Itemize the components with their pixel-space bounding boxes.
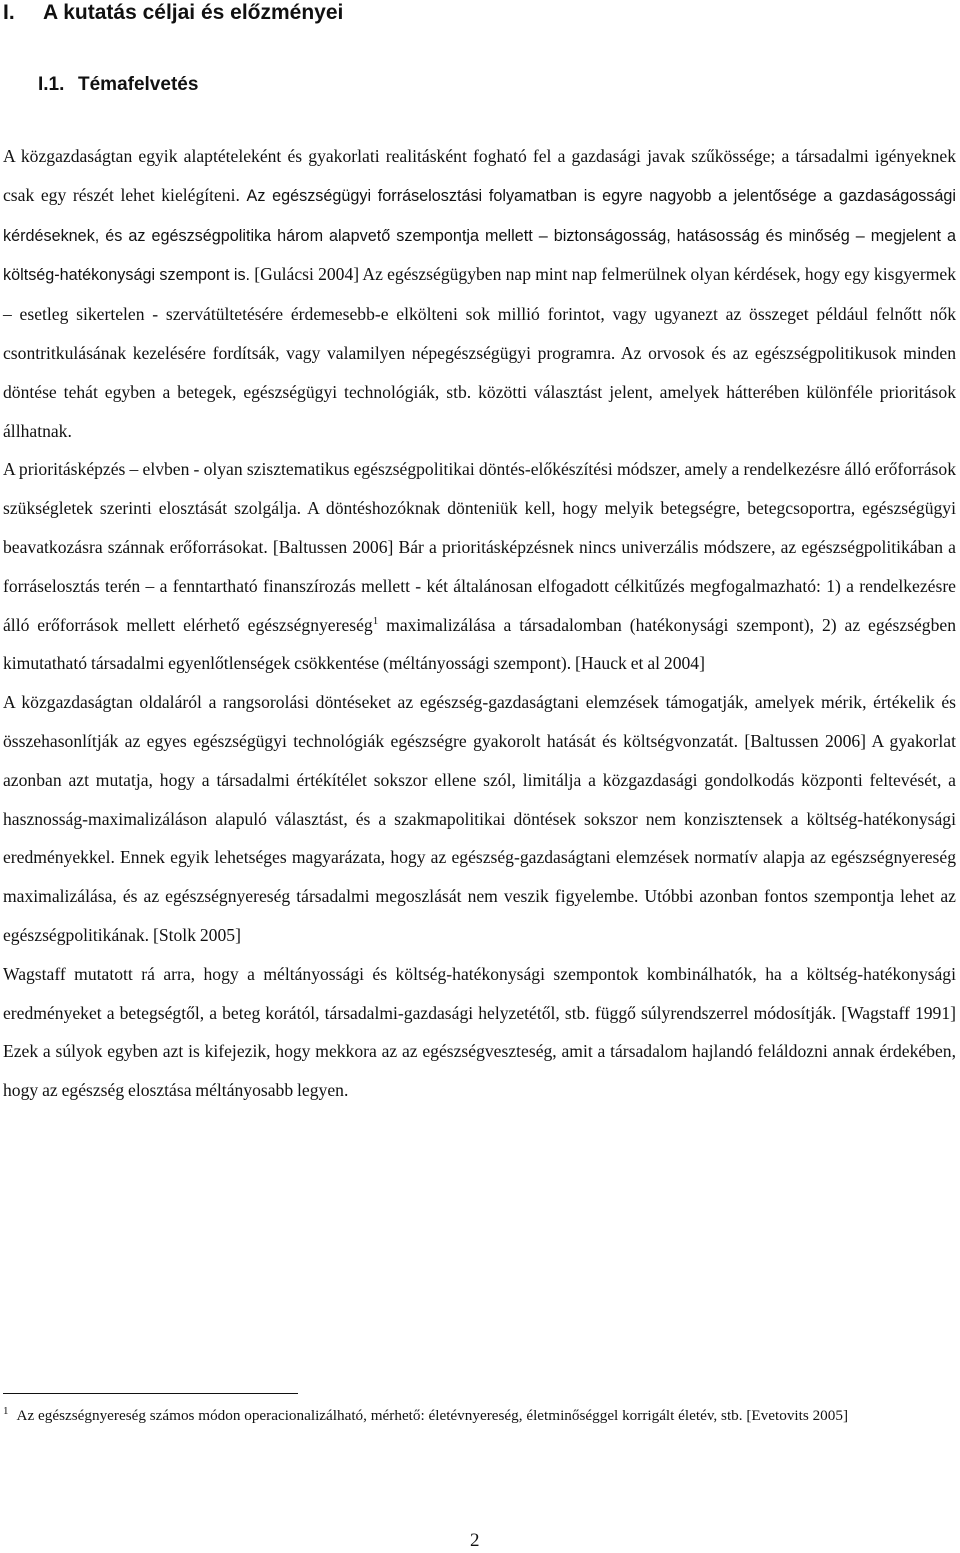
paragraph-1-sentence-c: [Gulácsi 2004] Az egészségügyben nap mint nap felmerülnek olyan kérdések, hogy egy kisgyermek – esetleg sikertelen - szervátültetésére érdemesebb-e elkölteni sok millió forintot, vagy ugyanezt az összeget például felnőtt nők csontritkulásának kezelésére fordítsák, vagy valamilyen népegészségügyi programra. Az orvosok és az egészségpolitikusok minden döntése tehát egyben a betegek, egészségügyi technológiák, stb. közötti választást jelent, amelyek hátterében különféle prioritások állhatnak.: [3, 264, 957, 441]
chapter-number: I.: [3, 1, 15, 24]
page-number: 2: [470, 1530, 480, 1551]
paragraph-2-text-a: A prioritásképzés – elvben - olyan szisztematikus egészségpolitikai döntés-előkészítési módszer, amely a rendelkezésre álló erőforrások szükségletek szerinti elosztását szolgálja. A döntéshozóknak dönteniük kell, hogy melyik betegségre, betegcsoportra, egészségügyi beavatkozásra szánnak erőforrásokat. [Baltussen 2006] Bár a prioritásképzésnek nincs univerzális módszere, az egészségpolitikában a forráselosztás terén – a fenntartható finanszírozás mellett - két általánosan elfogadott célkitűzés megfogalmazható: 1) a rendelkezésre álló erőforrások mellett elérhető egészségnyereség: [3, 459, 956, 635]
paragraph-1-sentence-b: Az egészségügyi forráselosztási folyamatban is egyre nagyobb a jelentősége a gazdaságossági kérdéseknek, és az egészségpolitika három alapvető szempontja mellett – biztonságosság, hatásosság és minőség – megjelent a költség-hatékonysági szempont is.: [3, 186, 956, 285]
footnote-number: 1: [3, 1405, 9, 1417]
chapter-title-text: A kutatás céljai és előzményei: [43, 1, 344, 24]
body-text: [3, 137, 956, 1110]
paragraph-2-text-b: maximalizálása a társadalomban (hatékonysági szempont), 2) az egészségben kimutatható társadalmi egyenlőtlenségek csökkentése (méltányossági szempont). [Hauck et al 2004]: [3, 614, 956, 674]
paragraph-3: A közgazdaságtan oldaláról a rangsorolási döntéseket az egészség-gazdaságtani elemzések támogatják, amelyek mérik, értékelik és összehasonlítják az egyes egészségügyi technológiák egészségre gyakorolt hatását és költségvonzatát. [Baltussen 2006] A gyakorlat azonban azt mutatja, hogy a társadalmi értékítélet sokszor ellene szól, limitálja a közgazdasági gondolkodás központi feltevését, a hasznosság-maximalizáláson alapuló választást, és a szakmapolitikai döntések sokszor nem konzisztensek a költség-hatékonysági eredményekkel. Ennek egyik lehetséges magyarázata, hogy az egészség-gazdaságtani elemzések normatív alapja az egészségnyereség maximalizálása, és az egészségnyereség társadalmi megoszlását nem veszik figyelembe. Utóbbi azonban fontos szempontja lehet az egészségpolitikának. [Stolk 2005]: [3, 692, 956, 945]
paragraph-4: Wagstaff mutatott rá arra, hogy a méltányossági és költség-hatékonysági szempontok kombinálhatók, ha a költség-hatékonysági eredményeket a betegségtől, a beteg korától, társadalmi-gazdasági helyzetétől, stb. függő súlyrendszerrel módosítják. [Wagstaff 1991] Ezek a súlyok egyben azt is kifejezik, hogy mekkora az az egészségveszteség, amit a társadalom hajlandó feláldozni annak érdekében, hogy az egészség elosztása méltányosabb legyen.: [3, 963, 956, 1101]
paragraph-1: [3, 137, 956, 450]
footnote: [3, 1404, 956, 1428]
paragraph-2: [3, 450, 956, 683]
footnote-text: Az egészségnyereség számos módon operacionalizálható, mérhető: életévnyereség, életminőséggel korrigált életév, stb. [Evetovits 2005]: [16, 1407, 848, 1424]
section-title: [38, 67, 198, 103]
chapter-title: [3, 0, 343, 32]
footnote-reference[interactable]: 1: [372, 614, 379, 627]
section-title-text: Témafelvetés: [78, 74, 199, 95]
footnote-divider: [3, 1393, 298, 1394]
section-number: I.1.: [38, 74, 65, 95]
paragraph-1-sentence-a: A közgazdaságtan egyik alaptételeként és gyakorlati realitásként fogható fel a gazdasági javak szűkössége; a társadalmi igényeknek csak egy részét lehet kielégíteni.: [3, 146, 956, 205]
